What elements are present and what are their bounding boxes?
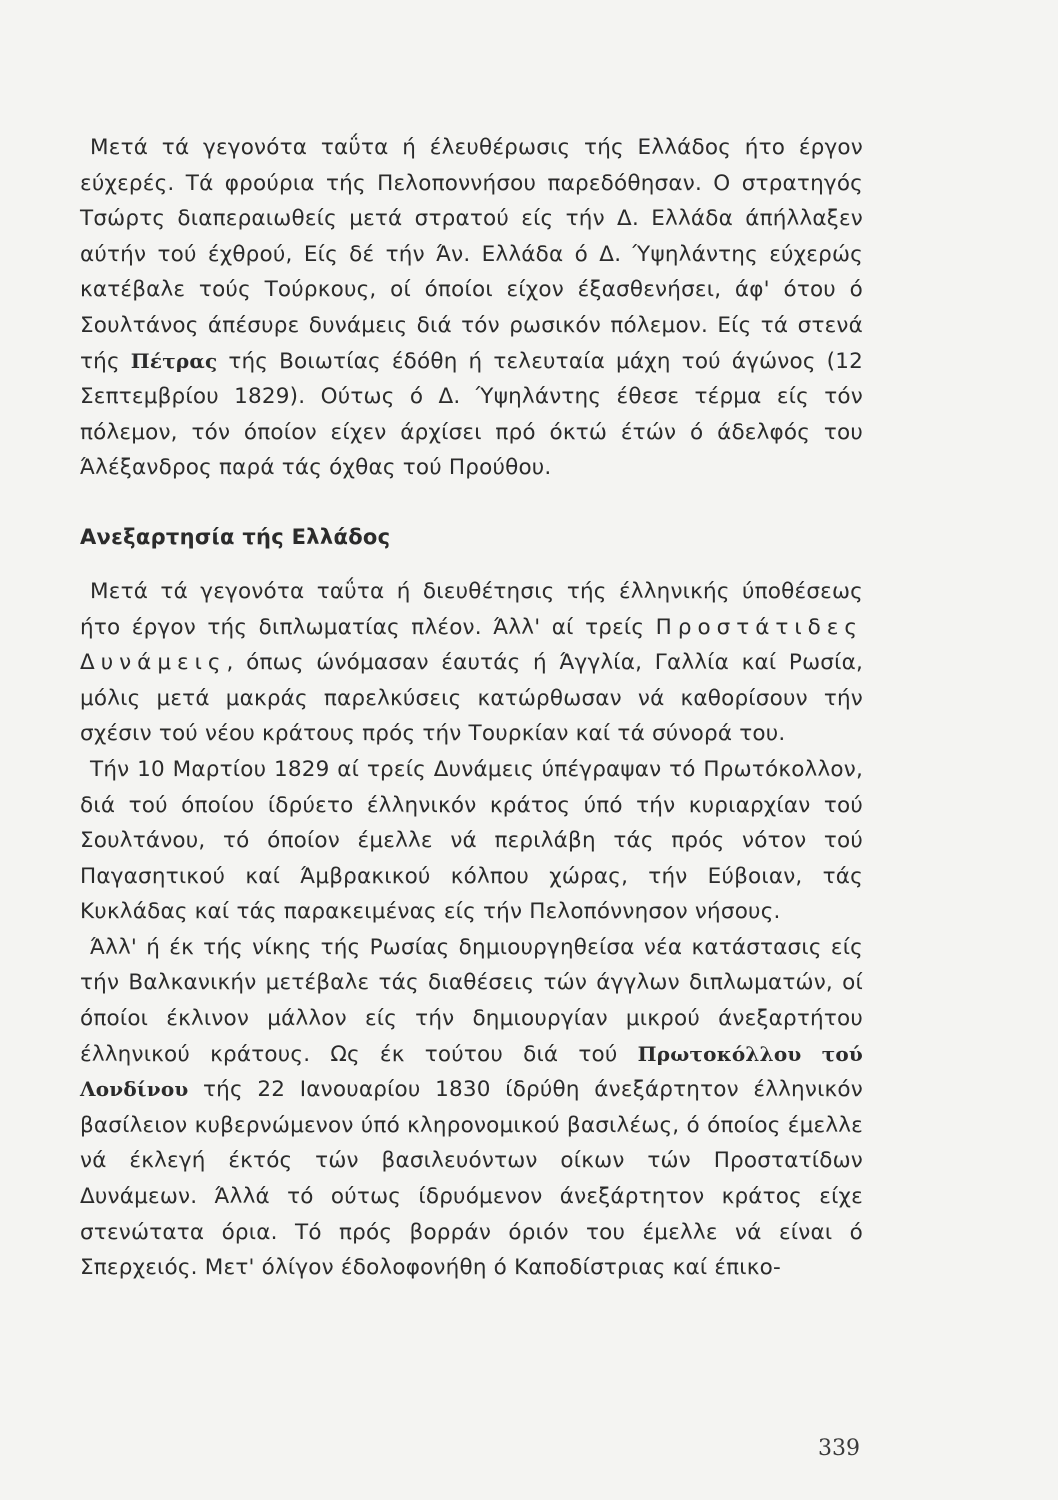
bold-term-london-protocol: Πρωτοκόλλου τού Λονδίνου bbox=[80, 1041, 864, 1102]
paragraph-text: Μετά τά γεγονότα ταΰτα ή έλευθέρωσις τής Ελλάδος ήτο έργον εύχερές. Τά φρούρια τής Πελοποννήσου παρεδόθησαν. Ο στρατηγός Τσώρτς διαπεραιωθείς μετά στρατού είς τήν Δ. Ελλάδα άπήλλαξεν αύτήν τού έχθρού, Είς δέ τήν Άν. Ελλάδα ό Δ. Ύψηλάντης εύχερώς κατέβαλε τούς Τούρκους, οί όποίοι είχον έξασθενήσει, άφ' ότου ό Σουλτάνος άπέσυρε δυνάμεις διά τόν ρωσικόν πόλεμον. Είς τά στενά τής bbox=[80, 135, 863, 374]
paragraph-text: τής Βοιωτίας έδόθη ή τελευταία μάχη τού άγώνος (12 Σεπτεμβρίου 1829). Ούτως ό Δ. Ύψηλάντης έθεσε τέρμα είς τόν πόλεμον, τόν όποίον είχεν άρχίσει πρό όκτώ έτών ό άδελφός του Άλέξανδρος παρά τάς όχθας τού Προύθου. bbox=[80, 348, 863, 481]
paragraph-diplomacy bbox=[80, 574, 863, 752]
page-number: 339 bbox=[818, 1436, 860, 1461]
paragraph-independence-1830 bbox=[80, 930, 863, 1286]
spaced-term-protecting-powers: Προστάτιδες Δυνάμεις bbox=[80, 614, 863, 676]
bold-term-petras: Πέτρας bbox=[130, 348, 218, 373]
paragraph-liberation bbox=[80, 130, 863, 486]
paragraph-text: Μετά τά γεγονότα ταΰτα ή διευθέτησις τής έλληνικής ύποθέσεως ήτο έργον τής διπλωματίας πλέον. Άλλ' αί τρείς bbox=[80, 578, 863, 640]
paragraph-text: , όπως ώνόμασαν έαυτάς ή Άγγλία, Γαλλία καί Ρωσία, μόλις μετά μακράς παρελκύσεις κατώρθωσαν νά καθορίσουν τήν σχέσιν τού νέου κράτους πρός τήν Τουρκίαν καί τά σύνορά του. bbox=[80, 650, 863, 747]
paragraph-text: Άλλ' ή έκ τής νίκης τής Ρωσίας δημιουργηθείσα νέα κατάστασις είς τήν Βαλκανικήν μετέβαλε τάς διαθέσεις τών άγγλων διπλωματών, οί όποίοι έκλινον μάλλον είς τήν δημιουργίαν μικρού άνεξαρτήτου έλληνικού κράτους. Ως έκ τούτου διά τού bbox=[80, 934, 863, 1067]
section-heading: Ανεξαρτησία τής Ελλάδος bbox=[80, 524, 391, 549]
paragraph-protocol-1829: Τήν 10 Μαρτίου 1829 αί τρείς Δυνάμεις ύπέγραψαν τό Πρωτόκολλον, διά τού όποίου ίδρύετο έλληνικόν κράτος ύπό τήν κυριαρχίαν τού Σουλτάνου, τό όποίον έμελλε νά περιλάβη τάς πρός νότον τού Παγασητικού καί Άμβρακικού κόλπου χώρας, τήν Εύβοιαν, τάς Κυκλάδας καί τάς παρακειμένας είς τήν Πελοπόννησον νήσους. bbox=[80, 756, 863, 925]
paragraph-text: τής 22 Ιανουαρίου 1830 ίδρύθη άνεξάρτητον έλληνικόν βασίλειον κυβερνώμενον ύπό κληρονομικού βασιλέως, ό όποίος έμελλε νά έκλεγή έκτός τών βασιλευόντων οίκων τών Προστατίδων Δυνάμεων. Άλλά τό ούτως ίδρυόμενον άνεξάρτητον κράτος είχε στενώτατα όρια. Τό πρός βορράν όριόν του έμελλε νά είναι ό Σπερχειός. Μετ' όλίγον έδολοφονήθη ό Καποδίστριας καί έπικο- bbox=[80, 1077, 863, 1281]
